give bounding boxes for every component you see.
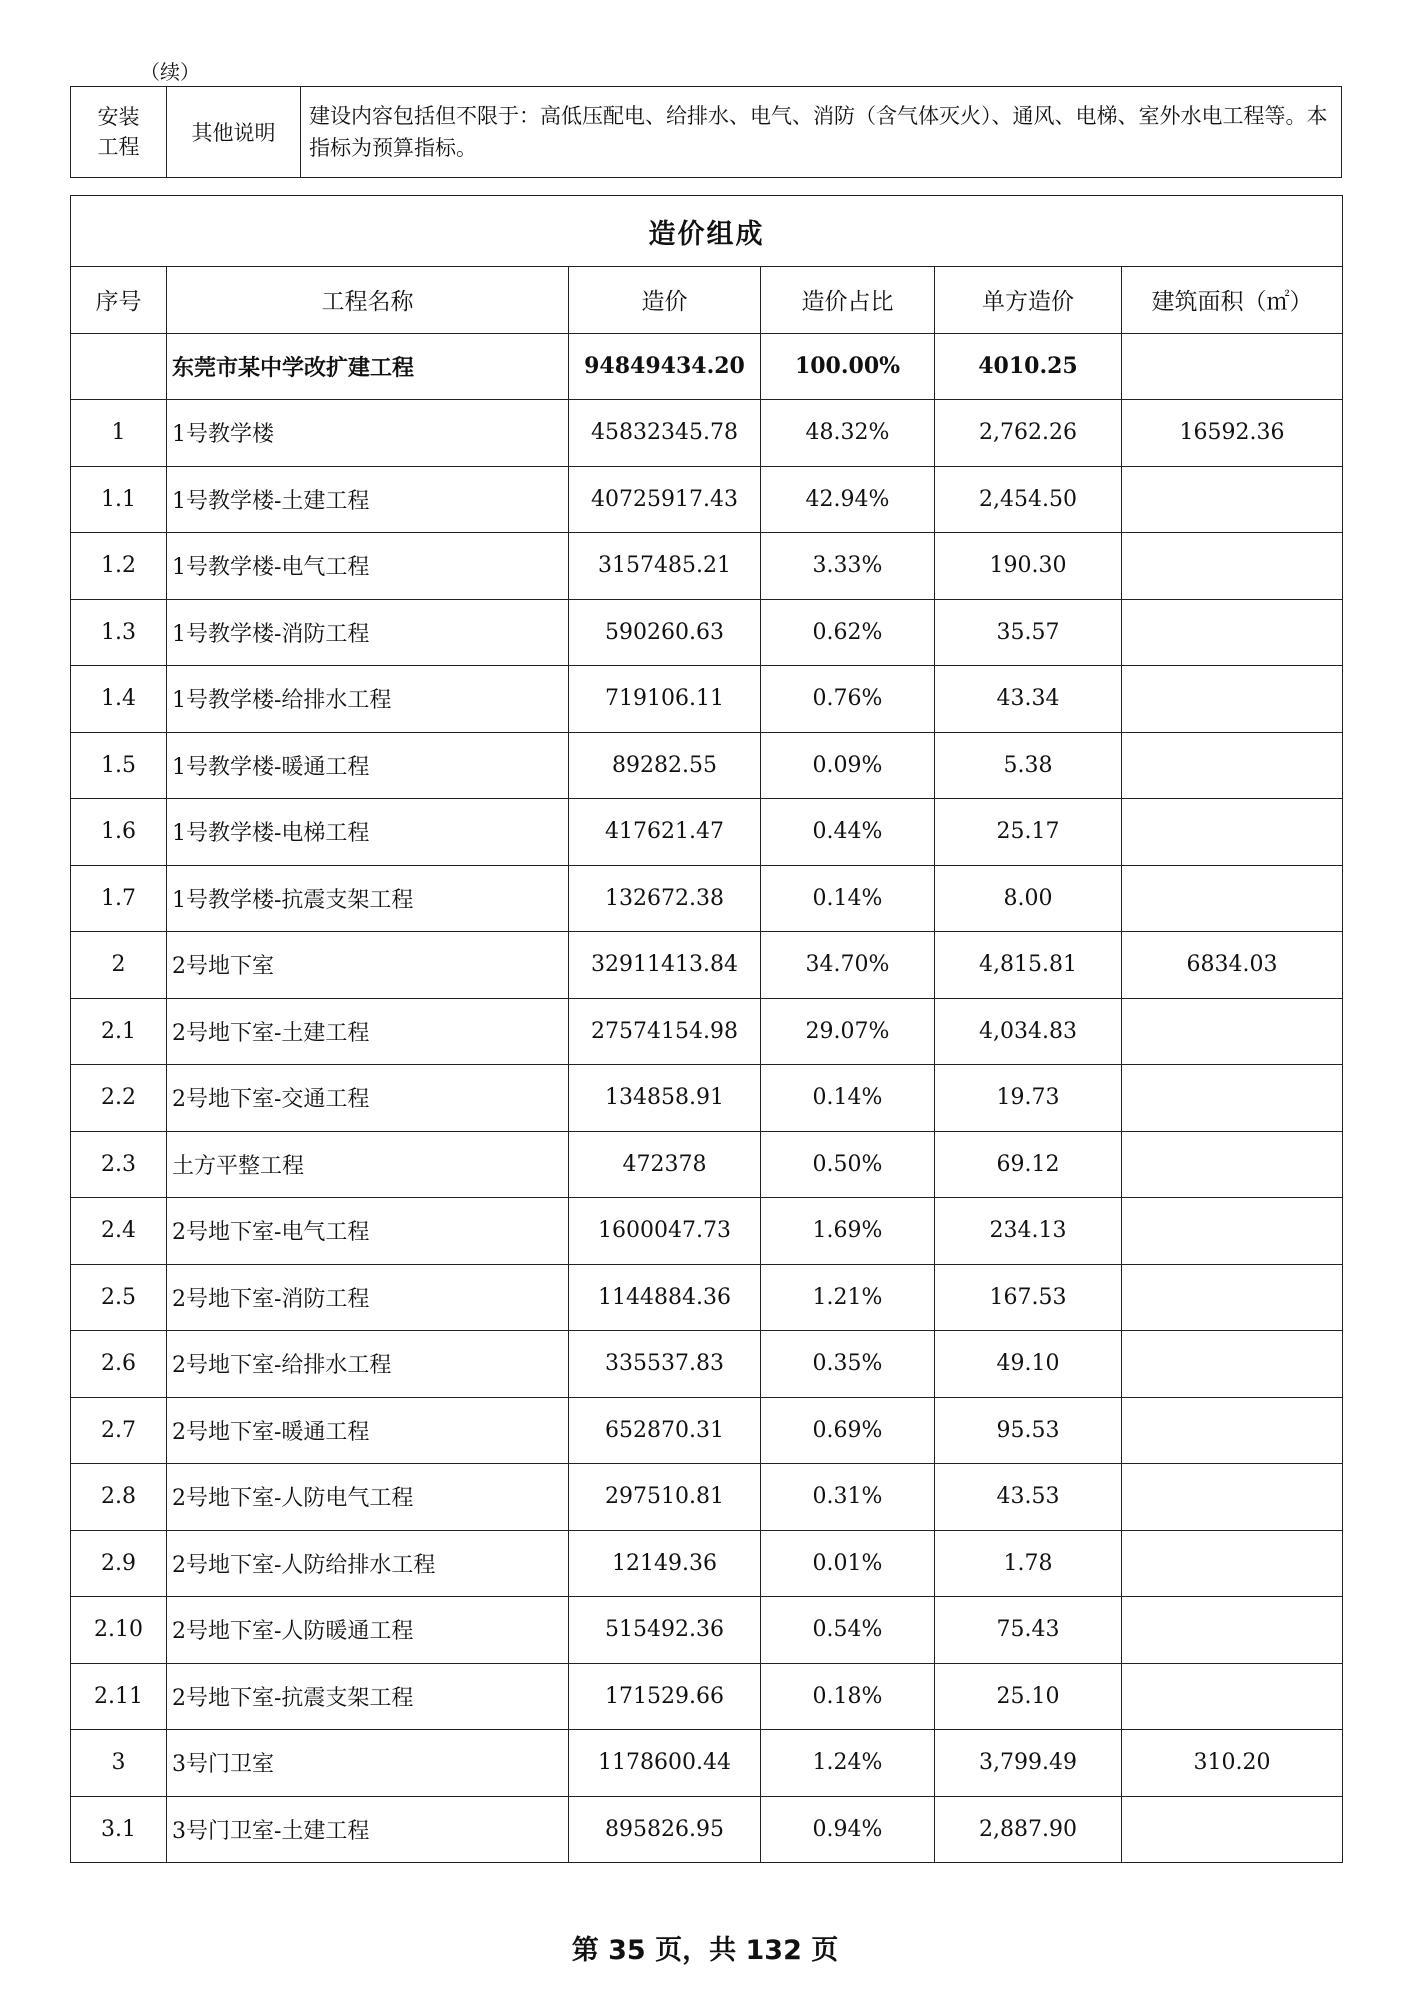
row-cost: 134858.91 [569,1065,761,1132]
row-cost: 45832345.78 [569,400,761,467]
row-ratio: 0.62% [761,599,935,666]
row-ratio: 1.21% [761,1264,935,1331]
row-ratio: 0.14% [761,1065,935,1132]
row-ratio: 0.01% [761,1530,935,1597]
install-category: 安装 工程 [97,105,140,159]
row-no: 2.2 [71,1065,167,1132]
row-unit-cost: 25.10 [935,1663,1122,1730]
row-cost: 1600047.73 [569,1198,761,1265]
row-name: 3号门卫室-土建工程 [167,1796,569,1863]
row-unit-cost: 69.12 [935,1131,1122,1198]
row-name: 1号教学楼 [167,400,569,467]
row-no: 2.11 [71,1663,167,1730]
table-row [71,932,1343,999]
row-no: 2.1 [71,998,167,1065]
row-no: 2.8 [71,1464,167,1531]
row-cost: 1144884.36 [569,1264,761,1331]
row-area [1122,865,1343,932]
row-unit-cost: 167.53 [935,1264,1122,1331]
row-no: 1.7 [71,865,167,932]
header-row [71,267,1343,334]
row-ratio: 1.24% [761,1730,935,1797]
row-name: 2号地下室-抗震支架工程 [167,1663,569,1730]
row-unit-cost: 8.00 [935,865,1122,932]
total-name: 东莞市某中学改扩建工程 [167,333,569,400]
row-unit-cost: 25.17 [935,799,1122,866]
table-row [71,1530,1343,1597]
header-area: 建筑面积（㎡） [1122,267,1343,334]
table-row [71,666,1343,733]
table-title: 造价组成 [71,196,1343,267]
row-cost: 297510.81 [569,1464,761,1531]
row-no: 3 [71,1730,167,1797]
install-category-cell [71,87,167,178]
row-name: 土方平整工程 [167,1131,569,1198]
header-name: 工程名称 [167,267,569,334]
row-area [1122,533,1343,600]
row-unit-cost: 43.53 [935,1464,1122,1531]
row-name: 2号地下室-给排水工程 [167,1331,569,1398]
row-no: 2.6 [71,1331,167,1398]
row-ratio: 0.54% [761,1597,935,1664]
header-ratio: 造价占比 [761,267,935,334]
row-ratio: 0.31% [761,1464,935,1531]
row-unit-cost: 1.78 [935,1530,1122,1597]
row-area [1122,799,1343,866]
row-area [1122,1331,1343,1398]
row-no: 1.1 [71,466,167,533]
table-row [71,1796,1343,1863]
row-ratio: 0.35% [761,1331,935,1398]
row-no: 3.1 [71,1796,167,1863]
row-unit-cost: 19.73 [935,1065,1122,1132]
table-row [71,1597,1343,1664]
row-name: 2号地下室 [167,932,569,999]
row-unit-cost: 35.57 [935,599,1122,666]
row-area: 6834.03 [1122,932,1343,999]
row-area [1122,1198,1343,1265]
row-cost: 335537.83 [569,1331,761,1398]
row-unit-cost: 75.43 [935,1597,1122,1664]
row-cost: 515492.36 [569,1597,761,1664]
table-row [71,1663,1343,1730]
row-name: 1号教学楼-暖通工程 [167,732,569,799]
row-name: 2号地下室-人防电气工程 [167,1464,569,1531]
row-name: 2号地下室-交通工程 [167,1065,569,1132]
row-cost: 472378 [569,1131,761,1198]
row-name: 2号地下室-人防给排水工程 [167,1530,569,1597]
row-cost: 3157485.21 [569,533,761,600]
header-no: 序号 [71,267,167,334]
table-row [71,998,1343,1065]
row-name: 2号地下室-土建工程 [167,998,569,1065]
row-cost: 12149.36 [569,1530,761,1597]
row-cost: 40725917.43 [569,466,761,533]
row-area [1122,1796,1343,1863]
row-name: 2号地下室-电气工程 [167,1198,569,1265]
row-ratio: 0.76% [761,666,935,733]
row-cost: 171529.66 [569,1663,761,1730]
install-info-table [70,86,1342,178]
total-row [71,333,1343,400]
row-cost: 27574154.98 [569,998,761,1065]
row-area [1122,1264,1343,1331]
install-description: 建设内容包括但不限于：高低压配电、给排水、电气、消防（含气体灭火）、通风、电梯、室外水电工程等。本指标为预算指标。 [301,87,1342,178]
row-unit-cost: 2,454.50 [935,466,1122,533]
row-ratio: 0.94% [761,1796,935,1863]
total-area [1122,333,1343,400]
row-area [1122,1065,1343,1132]
row-ratio: 29.07% [761,998,935,1065]
row-area [1122,1597,1343,1664]
total-ratio: 100.00% [761,333,935,400]
row-unit-cost: 5.38 [935,732,1122,799]
table-row [71,1397,1343,1464]
row-ratio: 0.18% [761,1663,935,1730]
cost-composition-table [70,195,1343,1863]
row-unit-cost: 43.34 [935,666,1122,733]
row-area [1122,1464,1343,1531]
table-row [71,466,1343,533]
other-notes-label: 其他说明 [167,87,301,178]
row-cost: 417621.47 [569,799,761,866]
row-unit-cost: 4,815.81 [935,932,1122,999]
total-cost: 94849434.20 [569,333,761,400]
total-unit-cost: 4010.25 [935,333,1122,400]
table-row [71,400,1343,467]
continued-label: （续） [140,60,200,84]
table-row [71,1331,1343,1398]
row-no: 1.2 [71,533,167,600]
row-cost: 1178600.44 [569,1730,761,1797]
row-no: 1.3 [71,599,167,666]
row-ratio: 0.50% [761,1131,935,1198]
row-unit-cost: 95.53 [935,1397,1122,1464]
row-name: 1号教学楼-消防工程 [167,599,569,666]
row-no: 1 [71,400,167,467]
row-ratio: 34.70% [761,932,935,999]
row-cost: 132672.38 [569,865,761,932]
row-cost: 652870.31 [569,1397,761,1464]
row-no: 2.3 [71,1131,167,1198]
row-no: 2.9 [71,1530,167,1597]
row-ratio: 1.69% [761,1198,935,1265]
row-area [1122,1663,1343,1730]
row-area [1122,732,1343,799]
page-footer: 第 35 页，共 132 页 [571,1935,839,1966]
table-row [71,1730,1343,1797]
row-name: 3号门卫室 [167,1730,569,1797]
row-unit-cost: 234.13 [935,1198,1122,1265]
row-ratio: 42.94% [761,466,935,533]
table-row [71,599,1343,666]
row-ratio: 0.14% [761,865,935,932]
table-row [71,865,1343,932]
row-cost: 719106.11 [569,666,761,733]
row-cost: 590260.63 [569,599,761,666]
row-cost: 32911413.84 [569,932,761,999]
row-area [1122,1397,1343,1464]
row-unit-cost: 3,799.49 [935,1730,1122,1797]
row-ratio: 0.69% [761,1397,935,1464]
row-area [1122,1530,1343,1597]
row-no: 2.7 [71,1397,167,1464]
row-ratio: 0.44% [761,799,935,866]
row-unit-cost: 49.10 [935,1331,1122,1398]
row-name: 1号教学楼-电梯工程 [167,799,569,866]
row-cost: 895826.95 [569,1796,761,1863]
row-ratio: 0.09% [761,732,935,799]
header-unit-cost: 单方造价 [935,267,1122,334]
total-no [71,333,167,400]
row-no: 1.5 [71,732,167,799]
table-row [71,1198,1343,1265]
row-area: 310.20 [1122,1730,1343,1797]
row-area [1122,599,1343,666]
row-unit-cost: 190.30 [935,533,1122,600]
row-unit-cost: 2,762.26 [935,400,1122,467]
table-row [71,732,1343,799]
table-row [71,1264,1343,1331]
row-no: 2 [71,932,167,999]
row-no: 2.10 [71,1597,167,1664]
row-area: 16592.36 [1122,400,1343,467]
table-row [71,1131,1343,1198]
row-cost: 89282.55 [569,732,761,799]
table-row [71,1065,1343,1132]
row-unit-cost: 4,034.83 [935,998,1122,1065]
row-area [1122,466,1343,533]
row-no: 1.4 [71,666,167,733]
row-name: 1号教学楼-给排水工程 [167,666,569,733]
table-row [71,1464,1343,1531]
row-ratio: 3.33% [761,533,935,600]
row-area [1122,666,1343,733]
table-row [71,533,1343,600]
row-name: 2号地下室-暖通工程 [167,1397,569,1464]
row-name: 2号地下室-消防工程 [167,1264,569,1331]
row-no: 2.4 [71,1198,167,1265]
row-no: 1.6 [71,799,167,866]
row-no: 2.5 [71,1264,167,1331]
row-name: 1号教学楼-抗震支架工程 [167,865,569,932]
row-name: 1号教学楼-电气工程 [167,533,569,600]
row-area [1122,1131,1343,1198]
header-cost: 造价 [569,267,761,334]
row-name: 1号教学楼-土建工程 [167,466,569,533]
row-area [1122,998,1343,1065]
row-unit-cost: 2,887.90 [935,1796,1122,1863]
row-ratio: 48.32% [761,400,935,467]
row-name: 2号地下室-人防暖通工程 [167,1597,569,1664]
table-row [71,799,1343,866]
